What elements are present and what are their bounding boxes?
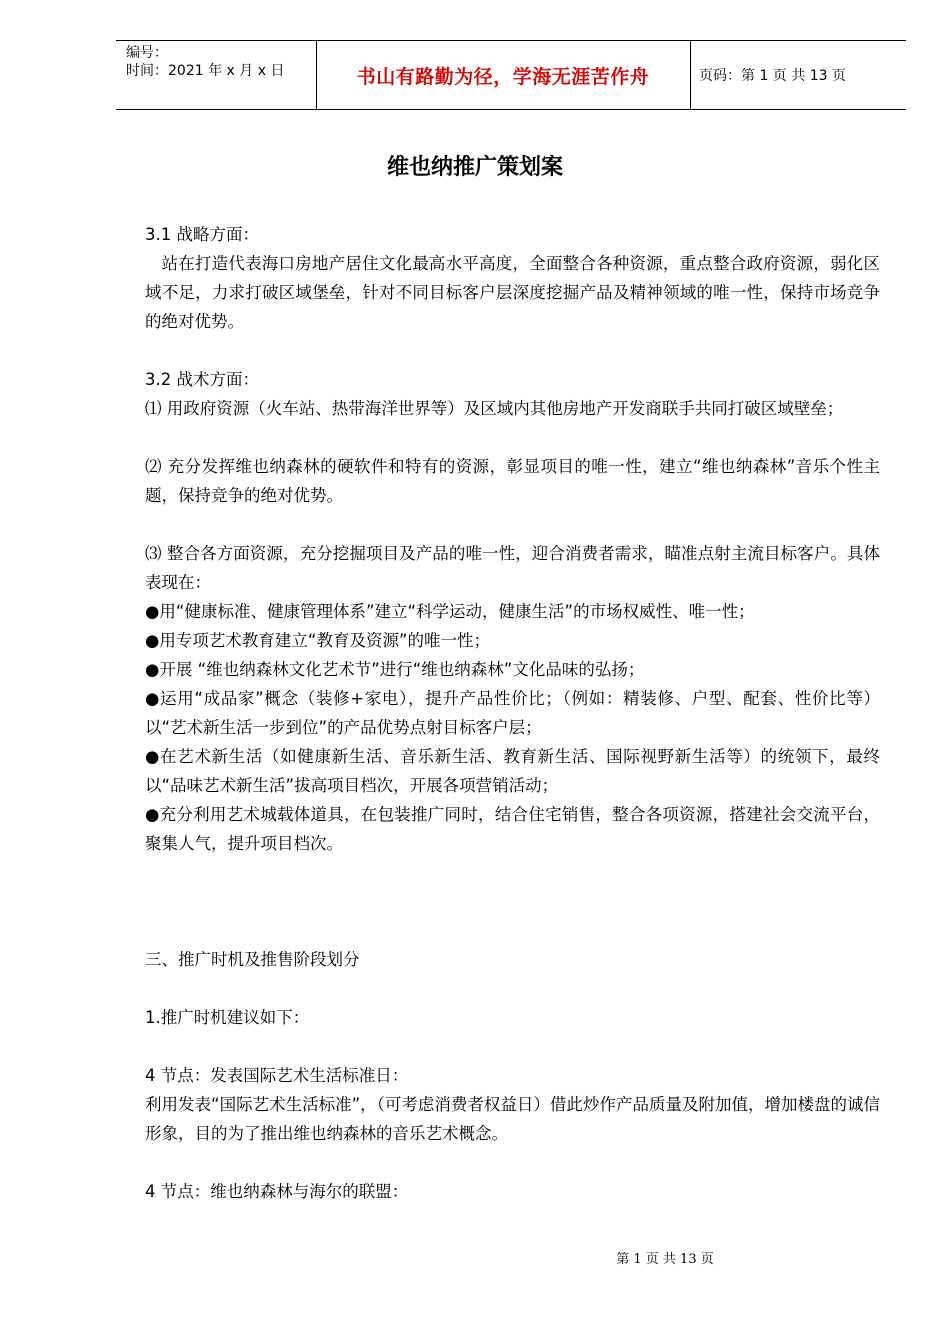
time-label: 时间：2021 年 x 月 x 日 [126,63,285,79]
bullet-3: ●开展 “维也纳森林文化艺术节”进行“维也纳森林”文化品味的弘扬； [145,660,645,679]
bullet-6: ●充分利用艺术城载体道具，在包装推广同时，结合住宅销售，整合各项资源，搭建社会交流平台，聚集人气，提升项目档次。 [145,805,880,853]
node-1-heading: 4 节点：发表国际艺术生活标准日： [145,1066,409,1085]
header-motto-cell [316,41,691,109]
header-info-cell [116,41,317,109]
bullet-4: ●运用“成品家”概念（装修+家电），提升产品性价比；（例如：精装修、户型、配套、性价比等）以“艺术新生活一步到位”的产品优势点射目标客户层； [145,689,880,737]
document-body [145,220,880,1206]
bullet-5: ●在艺术新生活（如健康新生活、音乐新生活、教育新生活、国际视野新生活等）的统领下，最终以“品味艺术新生活”拔高项目档次，开展各项营销活动； [145,747,880,795]
motto: 书山有路勤为径，学海无涯苦作舟 [356,65,650,88]
section-3-2-heading: 3.2 战术方面： [145,370,259,389]
header-page-cell [691,41,906,109]
section-3-heading: 三、推广时机及推售阶段划分 [145,950,360,969]
section-3-1-heading: 3.1 战略方面： [145,225,259,244]
node-1-body: 利用发表“国际艺术生活标准”，（可考虑消费者权益日）借此炒作产品质量及附加值，增加楼盘的诚信形象，目的为了推出维也纳森林的音乐艺术概念。 [145,1095,880,1143]
page-info: 页码：第 1 页 共 13 页 [699,68,846,84]
page-footer: 第 1 页 共 13 页 [616,1252,714,1267]
section-3-subheading: 1.推广时机建议如下： [145,1008,310,1027]
bullet-1: ●用“健康标准、健康管理体系”建立“科学运动，健康生活”的市场权威性、唯一性； [145,602,755,621]
document-title: 维也纳推广策划案 [386,155,563,180]
section-3-1-body: 站在打造代表海口房地产居住文化最高水平高度，全面整合各种资源，重点整合政府资源，弱化区域不足，力求打破区域堡垒，针对不同目标客户层深度挖掘产品及精神领域的唯一性，保持市场竞争的绝对优势。 [145,254,880,331]
tactic-2: ⑵ 充分发挥维也纳森林的硬软件和特有的资源，彰显项目的唯一性，建立“维也纳森林”音乐个性主题，保持竞争的绝对优势。 [145,457,880,505]
header-table [116,40,906,110]
node-2-heading: 4 节点：维也纳森林与海尔的联盟： [145,1182,409,1201]
tactic-1: ⑴ 用政府资源（火车站、热带海洋世界等）及区域内其他房地产开发商联手共同打破区域壁垒； [145,399,844,418]
tactic-3: ⑶ 整合各方面资源，充分挖掘项目及产品的唯一性，迎合消费者需求，瞄准点射主流目标客户。具体表现在： [145,544,880,592]
bullet-2: ●用专项艺术教育建立“教育及资源”的唯一性； [145,631,490,650]
number-label: 编号： [126,45,168,61]
